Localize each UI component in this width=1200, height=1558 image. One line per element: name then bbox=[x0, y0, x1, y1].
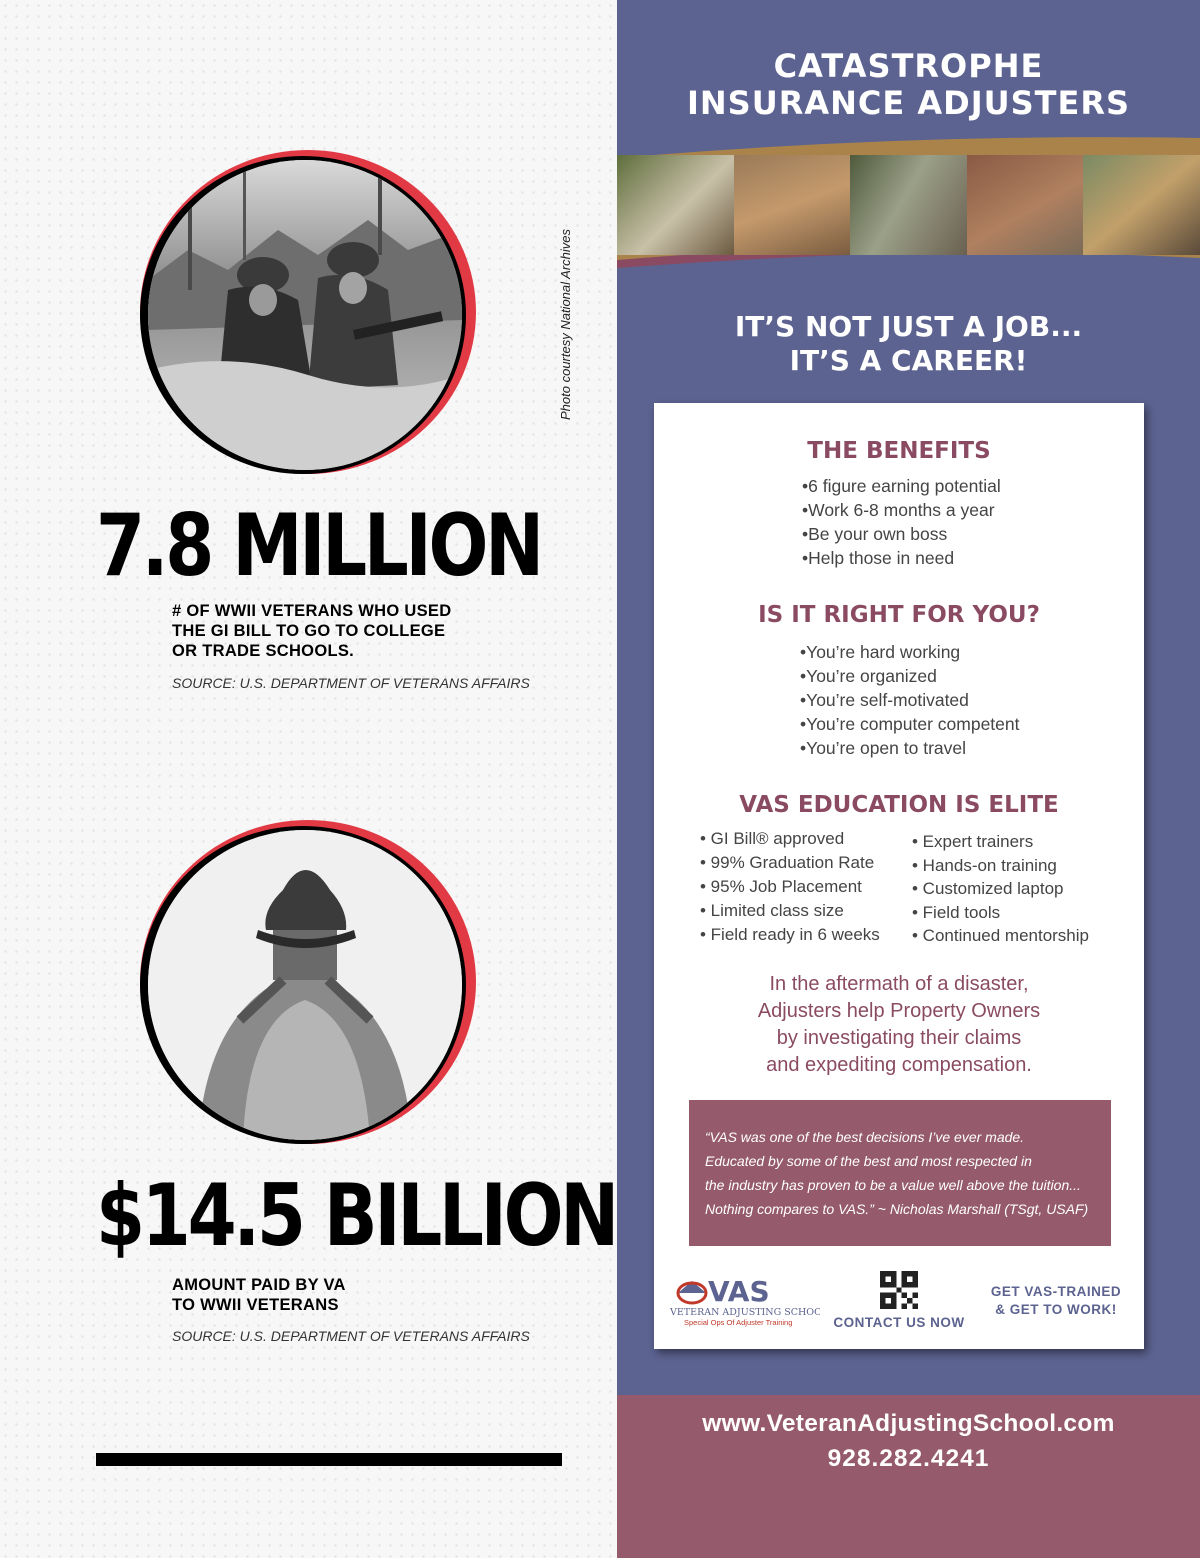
list-item: •Work 6-8 months a year bbox=[802, 500, 995, 520]
strip-photo-2 bbox=[734, 155, 851, 255]
list-item: •You’re computer competent bbox=[800, 714, 1020, 734]
contact-us-now[interactable]: CONTACT US NOW bbox=[833, 1315, 965, 1330]
pitch-line: and expediting compensation. bbox=[766, 1054, 1032, 1076]
stat-14-5-billion: $14.5 BILLION bbox=[96, 1166, 617, 1266]
education-list-right bbox=[912, 830, 1089, 948]
strip-photo-3 bbox=[850, 155, 967, 255]
education-heading: VAS EDUCATION IS ELITE bbox=[739, 792, 1059, 818]
adjuster-photo-strip bbox=[617, 155, 1200, 255]
benefits-list bbox=[802, 474, 1001, 570]
adjuster-pitch bbox=[654, 971, 1144, 1079]
ad-title-line: CATASTROPHE bbox=[773, 47, 1044, 85]
strip-photo-5 bbox=[1083, 155, 1200, 255]
list-item: • Expert trainers bbox=[912, 832, 1034, 851]
testimonial-box bbox=[689, 1100, 1111, 1246]
education-list-left bbox=[700, 827, 880, 947]
soldiers-photo bbox=[148, 160, 462, 470]
photo-credit: Photo courtesy National Archives bbox=[558, 228, 573, 420]
pitch-line: In the aftermath of a disaster, bbox=[769, 973, 1029, 995]
list-item: • Field ready in 6 weeks bbox=[700, 925, 880, 944]
right-for-you-heading: IS IT RIGHT FOR YOU? bbox=[758, 602, 1040, 628]
list-item: •You’re organized bbox=[800, 666, 937, 686]
list-item: • GI Bill® approved bbox=[700, 829, 845, 848]
vas-advertisement bbox=[617, 0, 1200, 1558]
list-item: •You’re open to travel bbox=[800, 738, 967, 758]
info-card bbox=[654, 403, 1144, 1349]
stat2-description bbox=[172, 1275, 346, 1315]
list-item: • Field tools bbox=[912, 902, 1001, 922]
ad-tagline bbox=[617, 310, 1200, 378]
get-trained-cta bbox=[981, 1283, 1131, 1319]
ad-title bbox=[617, 48, 1200, 122]
qr-code-icon[interactable] bbox=[880, 1271, 918, 1309]
list-item: •You’re hard working bbox=[800, 642, 961, 662]
list-item: • Continued mentorship bbox=[912, 926, 1089, 945]
cta-line: & GET TO WORK! bbox=[995, 1302, 1117, 1317]
quote-line: Nothing compares to VAS.” ~ Nicholas Marshall (TSgt, USAF) bbox=[705, 1201, 1089, 1217]
pitch-line: by investigating their claims bbox=[776, 1027, 1022, 1049]
stat2-source: SOURCE: U.S. DEPARTMENT OF VETERANS AFFAIRS bbox=[172, 1328, 530, 1344]
list-item: • Limited class size bbox=[700, 901, 844, 920]
stat1-desc-line: OR TRADE SCHOOLS. bbox=[172, 642, 355, 660]
list-item: •Help those in need bbox=[802, 548, 955, 568]
testimonial-quote bbox=[705, 1125, 1088, 1221]
vas-logo bbox=[670, 1271, 820, 1331]
pitch-line: Adjusters help Property Owners bbox=[757, 1000, 1041, 1022]
quote-line: Educated by some of the best and most respected in bbox=[705, 1153, 1032, 1169]
vas-motto: Special Ops Of Adjuster Training bbox=[684, 1318, 793, 1327]
stat1-description bbox=[172, 601, 451, 661]
helmet-soldier-photo-circle bbox=[140, 820, 476, 1144]
quote-line: “VAS was one of the best decisions I’ve ever made. bbox=[705, 1129, 1025, 1145]
list-item: •You’re self-motivated bbox=[800, 690, 969, 710]
right-for-you-list bbox=[800, 640, 1020, 760]
bottom-rule bbox=[96, 1453, 562, 1466]
list-item: • Customized laptop bbox=[912, 879, 1064, 898]
stat1-source: SOURCE: U.S. DEPARTMENT OF VETERANS AFFAIRS bbox=[172, 675, 530, 691]
ad-footer bbox=[617, 1395, 1200, 1558]
helmet-soldier-photo bbox=[148, 830, 462, 1140]
cta-line: GET VAS-TRAINED bbox=[990, 1284, 1122, 1299]
tagline-line: IT’S NOT JUST A JOB... bbox=[734, 310, 1083, 343]
strip-photo-4 bbox=[967, 155, 1084, 255]
vas-name: VETERAN ADJUSTING SCHOOL bbox=[670, 1307, 820, 1318]
quote-line: the industry has proven to be a value well above the tuition... bbox=[705, 1177, 1081, 1193]
website-link[interactable]: www.VeteranAdjustingSchool.com bbox=[702, 1410, 1115, 1437]
list-item: • 99% Graduation Rate bbox=[700, 853, 875, 872]
stat1-desc-line: THE GI BILL TO GO TO COLLEGE bbox=[172, 622, 446, 640]
strip-photo-1 bbox=[617, 155, 734, 255]
stat1-desc-line: # OF WWII VETERANS WHO USED bbox=[172, 602, 452, 620]
list-item: • Hands-on training bbox=[912, 855, 1057, 875]
list-item: • 95% Job Placement bbox=[700, 877, 862, 896]
stat2-desc-line: AMOUNT PAID BY VA bbox=[172, 1276, 346, 1294]
tagline-line: IT’S A CAREER! bbox=[789, 344, 1028, 377]
ad-title-line: INSURANCE ADJUSTERS bbox=[686, 84, 1131, 122]
vas-wordmark: VAS bbox=[708, 1275, 770, 1308]
stat-7-8-million: 7.8 MILLION bbox=[96, 496, 541, 596]
stat2-desc-line: TO WWII VETERANS bbox=[172, 1296, 339, 1314]
benefits-heading: THE BENEFITS bbox=[807, 438, 991, 464]
list-item: •Be your own boss bbox=[802, 524, 948, 544]
phone-number[interactable]: 928.282.4241 bbox=[827, 1445, 990, 1472]
soldiers-photo-circle bbox=[140, 150, 476, 474]
list-item: •6 figure earning potential bbox=[802, 476, 1001, 496]
